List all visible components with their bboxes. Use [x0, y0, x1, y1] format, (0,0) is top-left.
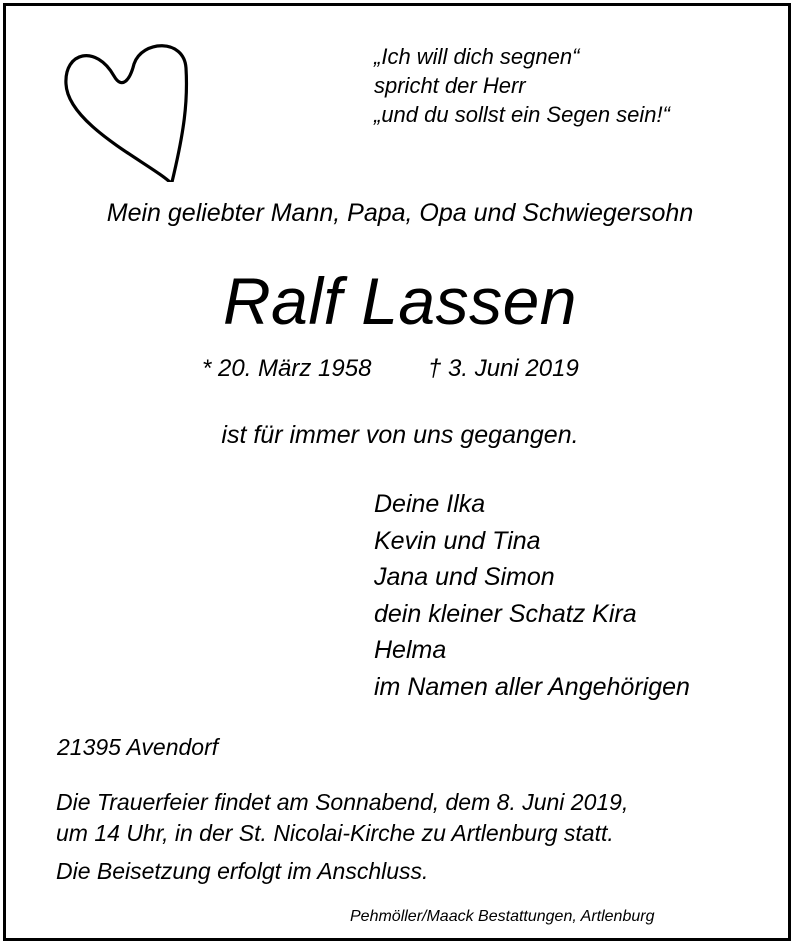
deceased-name: Ralf Lassen: [222, 264, 578, 338]
funeral-line-1: Die Trauerfeier findet am Sonnabend, dem 8. Juni 2019,: [56, 789, 629, 815]
heart-icon: [62, 34, 190, 182]
passed-text: ist für immer von uns gegangen.: [221, 421, 579, 449]
mourner-line: Helma: [374, 636, 447, 664]
bible-verse: [374, 42, 670, 129]
verse-line-1: „Ich will dich segnen“: [374, 44, 580, 69]
mourner-line: im Namen aller Angehörigen: [374, 672, 690, 701]
funeral-info: [56, 787, 628, 849]
mourner-line: dein kleiner Schatz Kira: [374, 599, 637, 628]
mourners-list: [374, 486, 690, 705]
death-date: † 3. Juni 2019: [428, 355, 579, 382]
verse-line-2: spricht der Herr: [374, 73, 526, 98]
funeral-line-2: um 14 Uhr, in der St. Nicolai-Kirche zu Artlenburg statt.: [56, 820, 614, 846]
burial-info: Die Beisetzung erfolgt im Anschluss.: [56, 858, 429, 884]
verse-line-3: „und du sollst ein Segen sein!“: [374, 102, 670, 127]
residence-place: 21395 Avendorf: [57, 734, 219, 760]
undertaker-credit: Pehmöller/Maack Bestattungen, Artlenburg: [350, 908, 655, 925]
intro-text: Mein geliebter Mann, Papa, Opa und Schwiegersohn: [106, 199, 694, 227]
mourner-line: Deine Ilka: [374, 490, 486, 518]
birth-date: * 20. März 1958: [202, 355, 372, 382]
mourner-line: Jana und Simon: [374, 563, 555, 591]
mourner-line: Kevin und Tina: [374, 526, 541, 555]
